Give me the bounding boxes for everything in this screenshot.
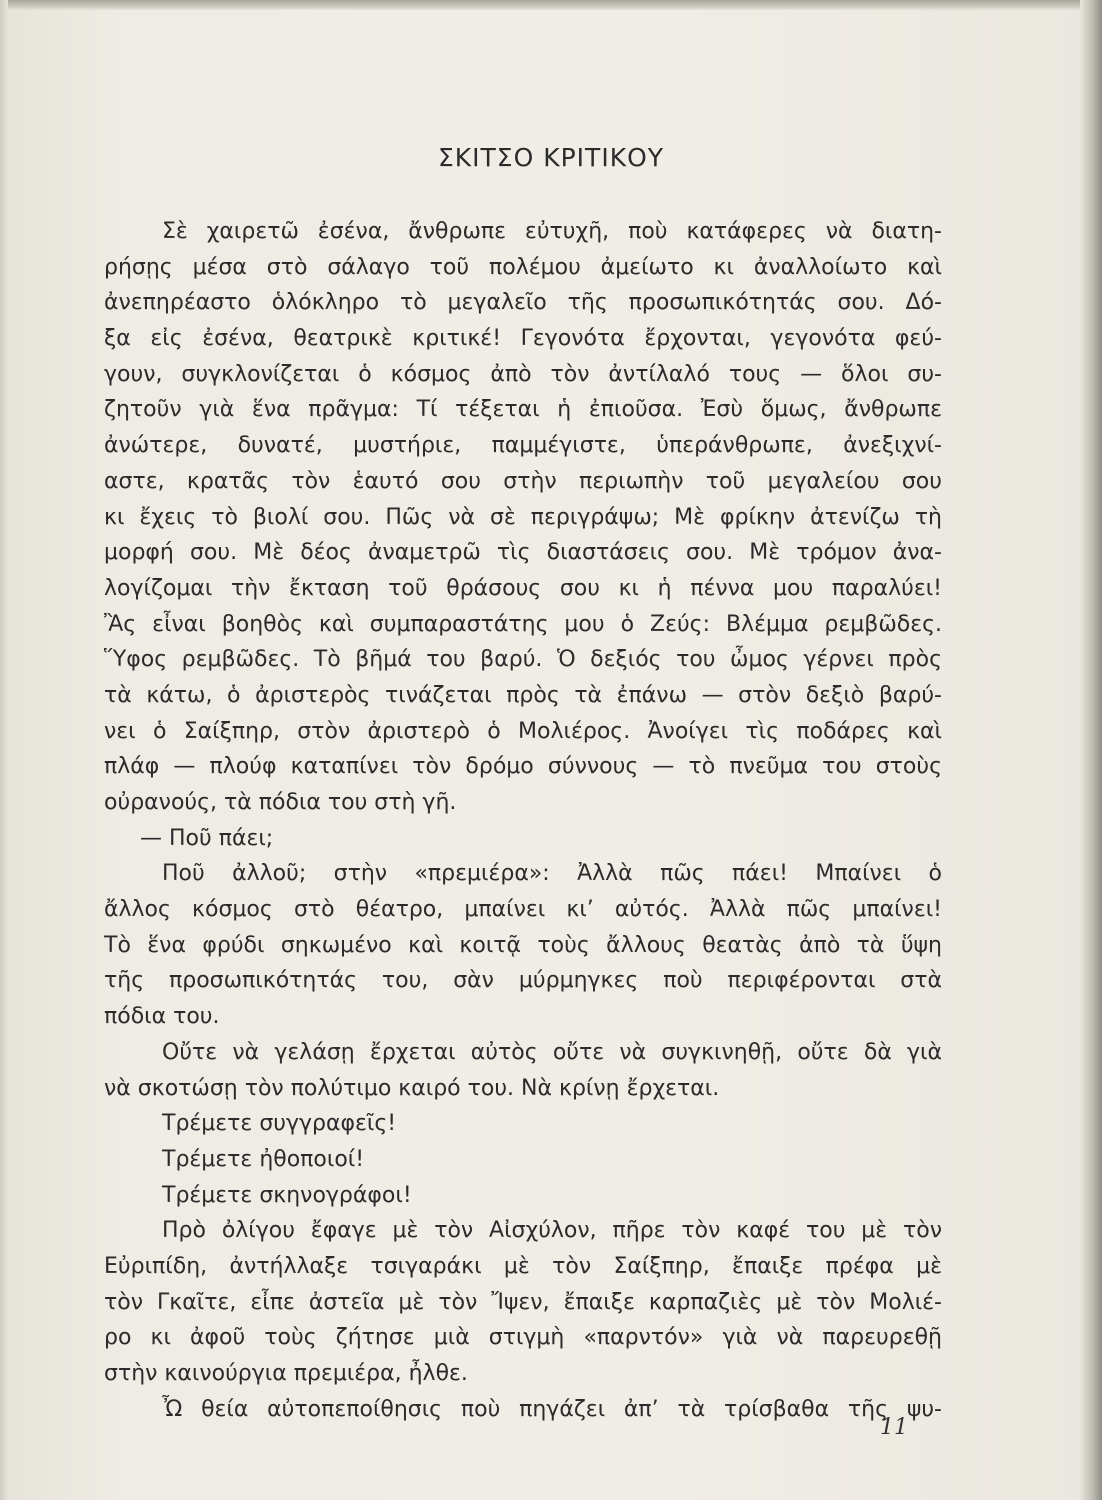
text-line: Ἂς εἶναι βοηθὸς καὶ συμπαραστάτης μου ὁ Ζεύς: Βλέμμα ρεμβῶδες. <box>104 611 942 637</box>
exclamation-line: Τρέμετε ἠθοποιοί! <box>162 1146 365 1172</box>
text-line: στὴν καινούργια πρεμιέρα, ἦλθε. <box>104 1361 468 1386</box>
page-top-edge <box>0 0 1102 10</box>
text-line: κι ἔχεις τὸ βιολί σου. Πῶς νὰ σὲ περιγράψω; Μὲ φρίκην ἀτενίζω τὴ <box>104 504 942 530</box>
text-line: αστε, κρατᾶς τὸν ἑαυτό σου στὴν περιωπὴν τοῦ μεγαλείου σου <box>104 468 942 494</box>
text-line: ζητοῦν γιὰ ἕνα πρᾶγμα: Τί τέξεται ἡ ἐπιοῦσα. Ἐσὺ ὅμως, ἄνθρωπε <box>104 397 942 423</box>
text-line: ξα εἰς ἐσένα, θεατρικὲ κριτικέ! Γεγονότα ἔρχονται, γεγονότα φεύ- <box>104 326 942 352</box>
page-left-edge <box>0 0 8 1500</box>
text-line: Εὐριπίδη, ἀντήλλαξε τσιγαράκι μὲ τὸν Σαίξπηρ, ἔπαιξε πρέφα μὲ <box>104 1253 942 1279</box>
text-line: Τὸ ἕνα φρύδι σηκωμένο καὶ κοιτᾷ τοὺς ἄλλους θεατὰς ἀπὸ τὰ ὕψη <box>104 932 942 958</box>
text-line: Σὲ χαιρετῶ ἐσένα, ἄνθρωπε εὐτυχῆ, ποὺ κατάφερες νὰ διατη- <box>162 219 942 244</box>
text-line: λογίζομαι τὴν ἔκταση τοῦ θράσους σου κι ἡ πέννα μου παραλύει! <box>104 575 942 601</box>
text-line: Ὕφος ρεμβῶδες. Τὸ βῆμά του βαρύ. Ὁ δεξιός του ὦμος γέρνει πρὸς <box>104 647 942 673</box>
text-line: τῆς προσωπικότητάς του, σὰν μύρμηγκες ποὺ περιφέρονται στὰ <box>104 968 942 994</box>
text-line: τὰ κάτω, ὁ ἀριστερὸς τινάζεται πρὸς τὰ ἐπάνω — στὸν δεξιὸ βαρύ- <box>104 682 942 708</box>
dialogue-line: — Ποῦ πάει; <box>140 825 274 851</box>
text-line: πλάφ — πλούφ καταπίνει τὸν δρόμο σύννους — τὸ πνεῦμα του στοὺς <box>104 754 942 780</box>
body-text <box>104 214 942 1427</box>
text-line: ἄλλος κόσμος στὸ θέατρο, μπαίνει κι’ αὐτός. Ἀλλὰ πῶς μπαίνει! <box>104 897 942 923</box>
page-number: 11 <box>880 1415 908 1440</box>
text-line: Ὦ θεία αὐτοπεποίθησις ποὺ πηγάζει ἀπ’ τὰ τρίσβαθα τῆς ψυ- <box>162 1396 942 1422</box>
page-title: ΣΚΙΤΣΟ ΚΡΙΤΙΚΟΥ <box>437 143 665 172</box>
text-line: τὸν Γκαῖτε, εἶπε ἀστεῖα μὲ τὸν Ἴψεν, ἔπαιξε καρπαζιὲς μὲ τὸν Μολιέ- <box>104 1289 942 1315</box>
text-line: νει ὁ Σαίξπηρ, στὸν ἀριστερὸ ὁ Μολιέρος. Ἀνοίγει τὶς ποδάρες καὶ <box>104 718 942 744</box>
text-line: ρήσῃς μέσα στὸ σάλαγο τοῦ πολέμου ἀμείωτο κι ἀναλλοίωτο καὶ <box>104 254 942 280</box>
exclamation-line: Τρέμετε συγγραφεῖς! <box>162 1111 397 1137</box>
exclamation-line: Τρέμετε σκηνογράφοι! <box>162 1182 412 1208</box>
text-line: γουν, συγκλονίζεται ὁ κόσμος ἀπὸ τὸν ἀντίλαλό τους — ὅλοι συ- <box>104 361 942 387</box>
text-line: Οὔτε νὰ γελάσῃ ἔρχεται αὐτὸς οὔτε νὰ συγκινηθῇ, οὔτε δὰ γιὰ <box>162 1039 942 1065</box>
text-line: μορφή σου. Μὲ δέος ἀναμετρῶ τὶς διαστάσεις σου. Μὲ τρόμον ἀνα- <box>104 540 942 566</box>
page-right-edge <box>1080 0 1102 1500</box>
text-line: οὐρανούς, τὰ πόδια του στὴ γῆ. <box>104 790 457 815</box>
text-line: πόδια του. <box>104 1004 220 1030</box>
text-line: νὰ σκοτώσῃ τὸν πολύτιμο καιρό του. Νὰ κρίνῃ ἔρχεται. <box>104 1075 720 1101</box>
text-line: Ποῦ ἀλλοῦ; στὴν «πρεμιέρα»: Ἀλλὰ πῶς πάει! Μπαίνει ὁ <box>162 861 942 887</box>
text-line: Πρὸ ὀλίγου ἔφαγε μὲ τὸν Αἰσχύλον, πῆρε τὸν καφέ του μὲ τὸν <box>162 1218 942 1244</box>
text-line: ἀνεπηρέαστο ὁλόκληρο τὸ μεγαλεῖο τῆς προσωπικότητάς σου. Δό- <box>104 290 942 316</box>
text-line: ἀνώτερε, δυνατέ, μυστήριε, παμμέγιστε, ὑπεράνθρωπε, ἀνεξιχνί- <box>104 433 942 459</box>
text-line: ρο κι ἀφοῦ τοὺς ζήτησε μιὰ στιγμὴ «παρντόν» γιὰ νὰ παρευρεθῇ <box>104 1325 942 1351</box>
